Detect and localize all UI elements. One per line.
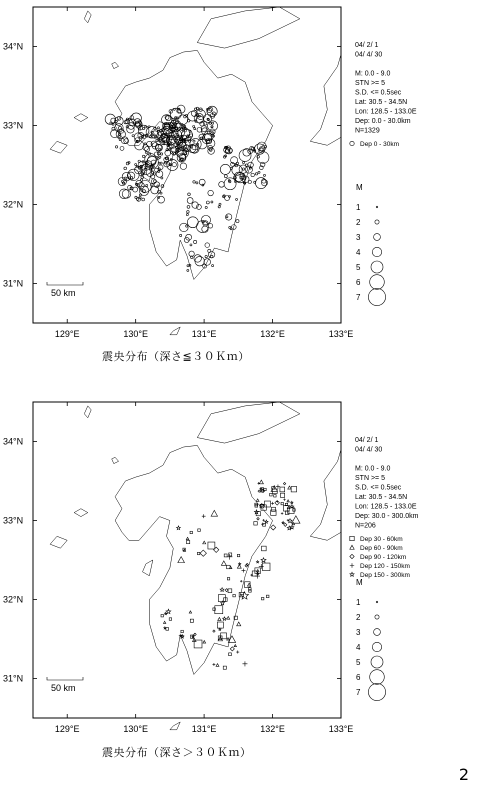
magnitude-legend-title: M	[356, 578, 363, 587]
info-line: 04/ 2/ 1	[355, 42, 379, 49]
magnitude-legend-symbol	[372, 642, 381, 651]
magnitude-legend-symbol	[368, 683, 385, 700]
lat-label: 33°N	[3, 515, 24, 526]
magnitude-legend-symbol	[372, 247, 381, 256]
lon-label: 130°E	[123, 724, 148, 734]
lon-label: 132°E	[260, 724, 285, 734]
lon-label: 131°E	[191, 724, 217, 734]
info-line: S.D. <= 0.5sec	[355, 89, 402, 97]
magnitude-legend-symbol	[371, 261, 383, 273]
magnitude-legend-symbol	[374, 234, 381, 241]
magnitude-legend-title: M	[356, 183, 363, 192]
depth-legend-label: Dep 30 - 60km	[360, 536, 403, 543]
info-line: M: 0.0 - 9.0	[355, 465, 391, 473]
depth-legend-symbol	[350, 572, 354, 576]
caption-deep: 震央分布（深さ＞３０Ｋｍ）	[102, 746, 252, 759]
magnitude-legend-label: 7	[356, 688, 361, 697]
info-line: S.D. <= 0.5sec	[355, 484, 402, 492]
magnitude-legend-label: 7	[356, 293, 361, 302]
info-line: STN >= 5	[355, 475, 385, 482]
lat-label: 31°N	[3, 278, 24, 289]
depth-legend-label: Dep 60 - 90km	[360, 545, 403, 552]
depth-legend-symbol	[350, 545, 354, 549]
lat-label: 32°N	[3, 594, 24, 605]
lon-label: 130°E	[123, 329, 148, 339]
info-line: Lon: 128.5 - 133.0E	[355, 108, 417, 116]
magnitude-legend-label: 6	[356, 278, 361, 287]
magnitude-legend-symbol	[370, 275, 385, 290]
magnitude-legend-label: 6	[356, 673, 361, 682]
magnitude-legend-symbol	[376, 601, 378, 603]
coastline-island	[170, 327, 180, 335]
lon-label: 132°E	[260, 329, 285, 339]
magnitude-legend-label: 2	[356, 613, 361, 622]
scale-label: 50 km	[51, 683, 76, 693]
depth-legend-symbol	[350, 141, 354, 145]
lon-label: 133°E	[328, 329, 354, 339]
magnitude-legend-label: 2	[356, 218, 361, 227]
magnitude-legend-symbol	[374, 629, 381, 636]
lon-label: 133°E	[328, 724, 354, 734]
depth-legend-symbol	[350, 536, 354, 540]
lat-label: 34°N	[3, 436, 24, 447]
magnitude-legend-symbol	[371, 656, 383, 668]
page-number: 2	[458, 765, 469, 784]
magnitude-legend-label: 4	[356, 248, 361, 257]
depth-legend-label: Dep 0 - 30km	[360, 141, 400, 148]
info-line: N=1329	[355, 127, 380, 135]
coastline-island	[170, 722, 180, 730]
info-line: M: 0.0 - 9.0	[355, 70, 391, 78]
info-line: 04/ 4/ 30	[355, 51, 383, 59]
magnitude-legend-label: 3	[356, 628, 361, 637]
map-frame	[33, 402, 341, 718]
info-line: Dep: 30.0 - 300.0km	[355, 513, 419, 520]
lat-label: 33°N	[3, 120, 24, 131]
magnitude-legend-label: 5	[356, 658, 361, 667]
depth-legend-label: Dep 90 - 120km	[360, 554, 407, 561]
epicenter-map-deep	[0, 395, 477, 785]
info-line: Lon: 128.5 - 133.0E	[355, 503, 417, 511]
info-line: Lat: 30.5 - 34.5N	[355, 99, 408, 106]
info-line: 04/ 4/ 30	[355, 446, 383, 454]
info-line: STN >= 5	[355, 80, 385, 87]
magnitude-legend-symbol	[368, 288, 385, 305]
magnitude-legend-label: 1	[356, 598, 361, 607]
info-line: N=206	[355, 522, 376, 530]
epicenter-map-shallow	[0, 0, 477, 390]
depth-legend-label: Dep 120 - 150km	[360, 563, 410, 570]
depth-legend-symbol	[350, 563, 354, 567]
lat-label: 34°N	[3, 41, 24, 52]
magnitude-legend-label: 3	[356, 233, 361, 242]
lon-label: 129°E	[54, 724, 80, 734]
info-line: 04/ 2/ 1	[355, 437, 379, 444]
lon-label: 129°E	[54, 329, 80, 339]
scale-label: 50 km	[51, 288, 76, 298]
info-line: Lat: 30.5 - 34.5N	[355, 494, 408, 501]
magnitude-legend-symbol	[375, 615, 379, 619]
magnitude-legend-label: 4	[356, 643, 361, 652]
lat-label: 31°N	[3, 673, 24, 684]
magnitude-legend-label: 1	[356, 203, 361, 212]
magnitude-legend-symbol	[376, 206, 378, 208]
magnitude-legend-label: 5	[356, 263, 361, 272]
lon-label: 131°E	[191, 329, 217, 339]
lat-label: 32°N	[3, 199, 24, 210]
map-frame	[33, 7, 341, 323]
depth-legend-label: Dep 150 - 300km	[360, 572, 410, 579]
magnitude-legend-symbol	[370, 670, 385, 685]
depth-legend-symbol	[350, 554, 354, 558]
caption-shallow: 震央分布（深さ≦３０Ｋｍ）	[102, 350, 250, 363]
info-line: Dep: 0.0 - 30.0km	[355, 118, 411, 125]
magnitude-legend-symbol	[375, 220, 379, 224]
